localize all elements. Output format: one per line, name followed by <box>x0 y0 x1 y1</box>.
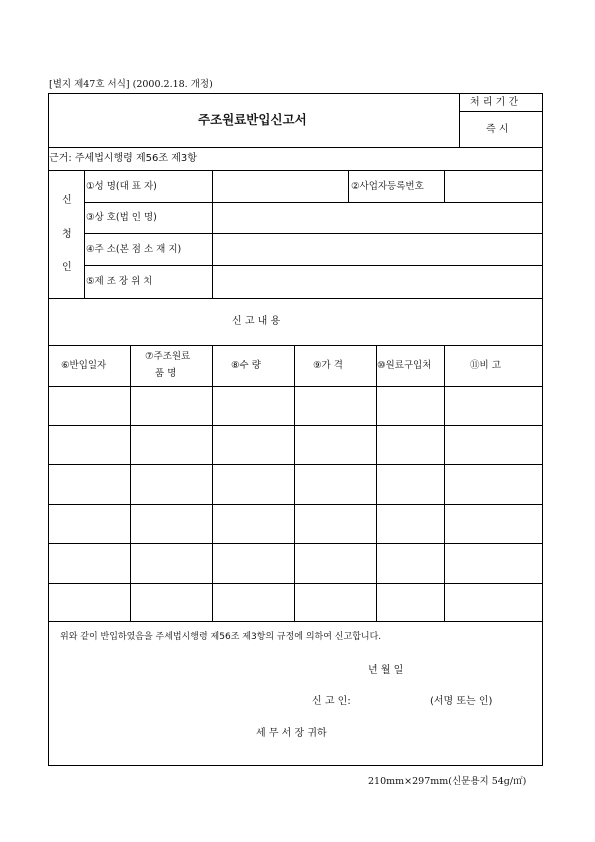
declaration-text: 위와 같이 반입하였음을 주세법시행령 제56조 제3항의 규정에 의하여 신고합니다. <box>60 632 382 642</box>
section-title: 신 고 내 용 <box>232 316 281 327</box>
divider-data-row3 <box>48 504 543 505</box>
divider-basis-bottom <box>48 170 543 171</box>
processing-period-label: 처 리 기 간 <box>470 97 519 108</box>
applicant-label-3: 인 <box>62 262 72 273</box>
divider-row2 <box>84 233 543 234</box>
divider-col1 <box>130 345 131 621</box>
form-number-label: [별지 제47호 서식] (2000.2.18. 개정) <box>49 79 213 90</box>
divider-header-bottom <box>48 386 543 387</box>
form-title: 주조원료반입신고서 <box>198 112 307 127</box>
col-price-header: ⑨가 격 <box>313 360 343 371</box>
bizno-label: ②사업자등록번호 <box>351 181 424 192</box>
divider-row3 <box>84 265 543 266</box>
divider-applicant-bottom <box>48 298 543 299</box>
divider-title-bottom <box>48 147 543 148</box>
divider-table-bottom <box>48 621 543 622</box>
col-date-header: ⑥반입일자 <box>61 360 107 371</box>
col-material-header-1: ⑦주조원료 <box>145 351 191 362</box>
divider-applicant-label <box>84 170 85 298</box>
divider-section-bottom <box>48 345 543 346</box>
divider-col2 <box>212 345 213 621</box>
divider-bizno-right <box>444 170 445 202</box>
divider-applicant-value <box>212 170 213 298</box>
form-frame <box>48 93 543 766</box>
address-label: ④주 소(본 점 소 재 지) <box>86 244 182 255</box>
factory-location-label: ⑤제 조 장 위 치 <box>86 276 153 287</box>
date-line: 년 월 일 <box>368 665 404 676</box>
divider-processing-mid <box>459 111 543 112</box>
col-note-header: ⑪비 고 <box>470 360 501 371</box>
divider-row1 <box>84 202 543 203</box>
col-material-header-2: 품 명 <box>155 368 177 379</box>
addressee: 세 무 서 장 귀하 <box>256 728 327 739</box>
divider-col5 <box>444 345 445 621</box>
signature-label: (서명 또는 인) <box>430 696 493 707</box>
divider-data-row2 <box>48 464 543 465</box>
divider-data-row1 <box>48 425 543 426</box>
divider-col4 <box>376 345 377 621</box>
name-label: ①성 명(대 표 자) <box>86 181 157 192</box>
col-source-header: ⑩원료구입처 <box>377 360 432 371</box>
col-quantity-header: ⑧수 량 <box>231 360 261 371</box>
divider-data-row4 <box>48 543 543 544</box>
legal-basis: 근거: 주세법시행령 제56조 제3항 <box>49 153 197 164</box>
paper-size-note: 210mm×297mm(신문용지 54g/㎡) <box>368 776 527 787</box>
divider-data-row5 <box>48 583 543 584</box>
trade-name-label: ③상 호(법 인 명) <box>86 212 157 223</box>
divider-processing-left <box>459 93 460 147</box>
applicant-label-1: 신 <box>62 195 72 206</box>
reporter-label: 신 고 인: <box>312 696 351 707</box>
applicant-label-2: 청 <box>62 229 72 240</box>
processing-period-value: 즉 시 <box>486 124 509 135</box>
divider-col3 <box>294 345 295 621</box>
divider-bizno-left <box>348 170 349 202</box>
